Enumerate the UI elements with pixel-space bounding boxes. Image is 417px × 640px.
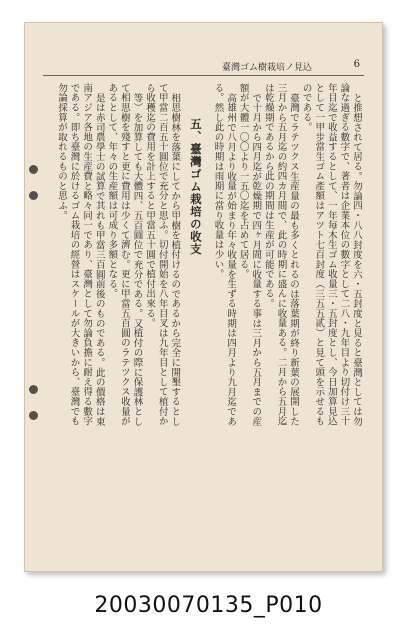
archive-id-caption: 20030070135_P010 [94,593,323,618]
paragraph: と推想されて居る。勿論四・八八封度を六・五封度と見ると臺灣としては勿論な過ぎる數字で、著者は企業本位の數字として二八・九年目より切付け三十年目迄で收益するとして、一年毎木生ゴム收量三・五封度とし、今日加算見込として一甲步當生ゴム產額はアツト七百封度（三五五貳）と見て頭を示せるものである。 [300,83,362,426]
paragraph: 是は赤司農學士の試算で其れも甲當三百圓前後のものである。此の價格は東南アジア各地の生産費と略々同一であり、臺灣として勿論負擔に耐え得る數字である。即ち臺灣に於けるゴム栽培の經營はスケールが大きいから、臺灣でも勿論採算が取れるものと思ふ。 [55,83,105,426]
paragraph: 相思樹林を落葉にしてから甲樹を植付けるのであるから完全に開墾するとして甲當二百五十圓位で充分と思ふ。切付開始を八年目叉は九年目として植付から收穫迄の費用を計上すると甲當五十圓で植付出來る。 [144,83,181,426]
paragraph: で十月から四月迄が乾燥期で四ヶ月間に收量する事は三月から五月までの産額が大體一〇〇より一五〇迄を占めて居る。 [237,83,262,426]
paragraph: 臺灣でラテツクス生産量の最も多くとれるのは落葉期が終り新葉の展開した三月から五月迄の約四カ月間で、此の時期に盛んに收量ある。二月から五月迄は乾燥期であるから此の期間は生産が可能である。 [262,83,300,426]
binding-hole [29,165,38,174]
binding-hole [29,385,38,394]
binding-hole [29,411,38,420]
section-title: 五、臺灣ゴム栽培の收支 [188,117,203,255]
binding-hole [29,191,38,200]
header-title: 臺灣ゴム樹栽培ノ見込 [221,63,312,73]
running-header [43,59,364,76]
paragraph: 等）を加算しても大體四、五百圓位で充分である。又植付の際に保護林として相思樹を殘すと更に費用は少くて濟む。更に甲當五百圓のラテツクス收量があるとして、年々の生産額は可成り多額となる。 [106,83,143,426]
document-page [24,22,383,572]
page-number: 6 [353,59,360,70]
body-text [44,83,362,428]
paragraph: 高雄州で八月より收量が始まり年々收量を生ずる時期は四月より九月迄である。然し此の時期は雨期に當り收量は少い。 [212,83,237,426]
